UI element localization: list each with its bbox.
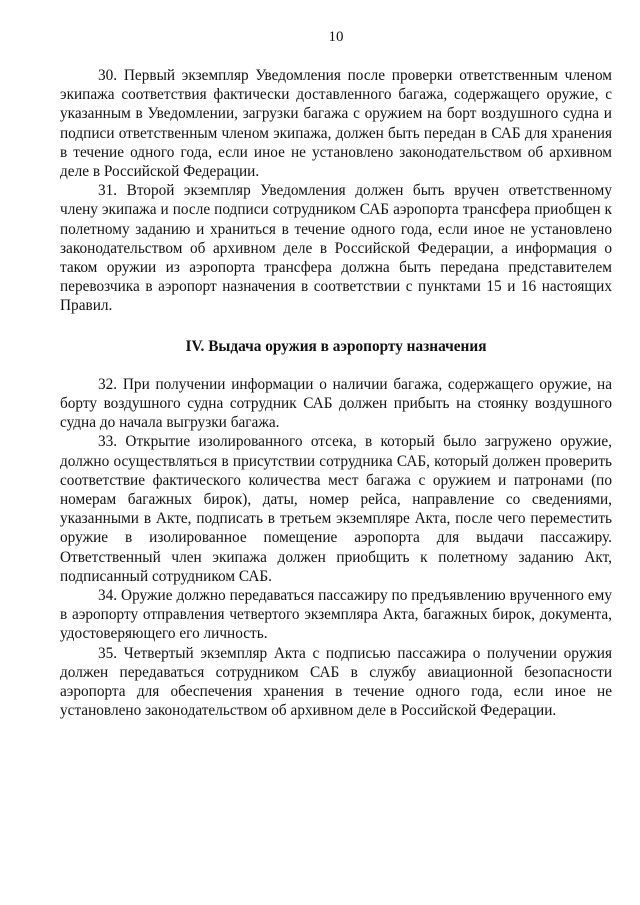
paragraph-31: 31. Второй экземпляр Уведомления должен быть вручен ответственному члену экипажа и после подписи сотрудником САБ аэропорта трансфера приобщен к полетному заданию и храниться в течение одного года, если иное не установлено законодательством об архивном деле в Российской Федерации, а информация о таком оружии из аэропорта трансфера должна быть передана представителем перевозчика в аэропорт назначения в соответствии с пунктами 15 и 16 настоящих Правил. (60, 182, 612, 315)
paragraph-33: 33. Открытие изолированного отсека, в который было загружено оружие, должно осуществляться в присутствии сотрудника САБ, который должен проверить соответствие фактического количества мест багажа с оружием и патронами (по номерам багажных бирок), даты, номер рейса, направление со сведениями, указанными в Акте, подписать в третьем экземпляре Акта, после чего переместить оружие в изолированное помещение аэропорта для выдачи пассажиру. Ответственный член экипажа должен приобщить к полетному заданию Акт, подписанный сотрудником САБ. (60, 433, 612, 585)
paragraph-30: 30. Первый экземпляр Уведомления после проверки ответственным членом экипажа соответствия фактически доставленного багажа, содержащего оружие, с указанным в Уведомлении, загрузки багажа с оружием на борт воздушного судна и подписи ответственным членом экипажа, должен быть передан в САБ для хранения в течение одного года, если иное не установлено законодательством об архивном деле в Российской Федерации. (60, 67, 612, 181)
section-heading: IV. Выдача оружия в аэропорту назначения (185, 337, 487, 355)
page-number: 10 (328, 29, 344, 45)
paragraph-35: 35. Четвертый экземпляр Акта с подписью пассажира о получении оружия должен передаваться сотрудником САБ в службу авиационной безопасности аэропорта для обеспечения хранения в течение одного года, если иное не установлено законодательством об архивном деле в Российской Федерации. (60, 644, 612, 720)
paragraph-32: 32. При получении информации о наличии багажа, содержащего оружие, на борту воздушного судна сотрудник САБ должен прибыть на стоянку воздушного судна до начала выгрузки багажа. (60, 375, 612, 432)
paragraph-34: 34. Оружие должно передаваться пассажиру по предъявлению врученного ему в аэропорту отправления четвертого экземпляра Акта, багажных бирок, документа, удостоверяющего его личность. (60, 587, 612, 643)
